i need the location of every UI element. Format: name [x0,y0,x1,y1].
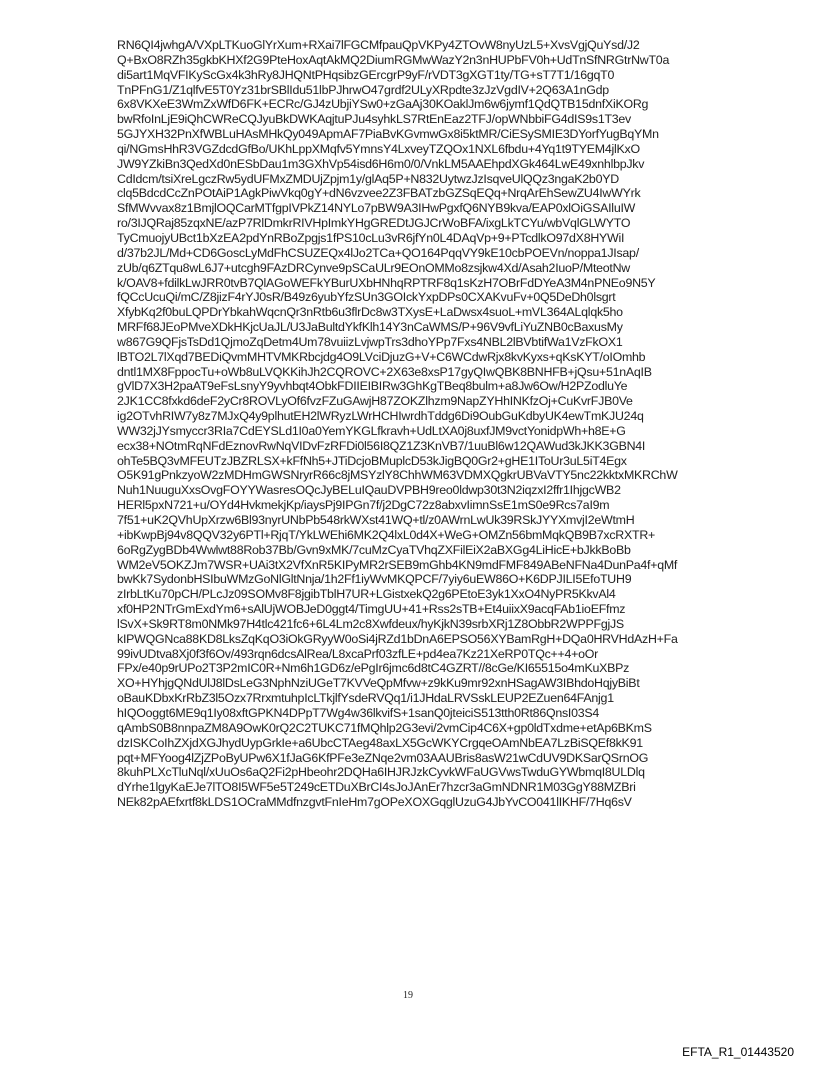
text-line: oBauKDbxKrRbZ3l5Ozx7RrxmtuhpIcLTkjlfYsdeRVQq1/i1JHdaLRVSskLEUP2EZuen64FAnjg1 [117,691,614,706]
text-line: 99ivUDtva8Xj0f3f6Ov/493rqn6dcsAlRea/L8xcaPrf03zfLE+pd4ea7Kz21XeRP0TQc++4+oOr [117,646,599,661]
text-line: FPx/e40p9rUPo2T3P2mIC0R+Nm6h1GD6z/ePgIr6jmc6d8tC4GZRT//8cGe/KI65515o4mKuXBPz [117,661,630,676]
text-line: xf0HP2NTrGmExdYm6+sAlUjWOBJeD0ggt4/TimgUU+41+Rss2sTB+Et4uiixX9acqFAb1ioEFfmz [117,602,626,617]
text-line: HERl5pxN721+u/OYd4HvkmekjKp/iaysPj9IPGn7f/j2DgC72z8abxvIimnSsE1mS0e9Rcs7aI9m [117,498,610,513]
text-line: 2JK1CC8fxkd6deF2yCr8ROVLyOf6fvzFZuGAwjH87ZOKZlhzm9NapZYHhINKfzOj+CuKvrFJB0Ve [117,394,633,409]
text-line: qi/NGmsHhR3VGZdcdGfBo/UKhLppXMqfv5YmnsY4LxveyTZQOx1NXL6fbdu+4Yq1t9TYEM4jlKxO [117,141,640,156]
text-line: k/OAV8+fdilkLwJRR0tvB7QlAGoWEFkYBurUXbHNhqRPTRF8q1sKzH7OBrFdDYeA3M4nPNEo9N5Y [117,275,656,290]
text-line: Q+BxO8RZh35gkbKHXf2G9PteHoxAqtAkMQ2DiumRGMwWazY2n3nHUPbFV0h+UdTnSfNRGtrNwT0a [117,52,670,67]
text-line: zIrbLtKu70pCH/PLcJz09SOMv8F8jgibTblH7UR+LGistxekQ2g6PEtoE3yk1XxO4NyPR5KkvAl4 [117,587,616,602]
text-line: TyCmuojyUBct1bXzEA2pdYnRBoZpgjs1fPS10cLu3vR6jfYn0L4DAqVp+9+PTcdlkO97dX8HYWiI [117,230,625,245]
text-line: Nuh1NuuguXxsOvgFOYYWasresOQcJyBELuIQauDVPBH9reo0ldwp30t3N2iqzxI2ffr1IhjgcWB2 [117,483,621,498]
text-line: RN6QI4jwhgA/VXpLTKuoGlYrXum+RXai7lFGCMfpauQpVKPy4ZTOvW8nyUzL5+XvsVgjQuYsd/J2 [117,38,640,52]
text-line: MRFf68JEoPMveXDkHKjcUaJL/U3JaBultdYkfKlh14Y3nCaWMS/P+96V9vfLiYuZNB0cBaxusMy [117,320,623,335]
text-line: ohTe5BQ3vMFEUTzJBZRLSX+kFfNh5+JTiDcjoBMuplcD53kJigBQ0Gr2+gHE1IToUr3uL5iT4Egx [117,453,627,468]
text-line: TnPFnG1/Z1qlfvE5T0Yz31brSBlIdu51lbPJhrwO47grdf2ULyXRpdte3zJzVgdIV+2Q63A1nGdp [117,82,609,97]
text-line: 7f51+uK2QVhUpXrzw6Bl93nyrUNbPb548rkWXst41WQ+tl/z0AWrnLwUk39RSkJYYXmvjI2eWtmH [117,513,635,527]
text-line: w867G9QFjsTsDd1QjmoZqDetm4Um78vuiizLvjwpTrs3dhoYPp7Fxs4NBL2lBVbtifWa1VzFkOX1 [117,334,623,349]
text-line: dntl1MX8FppocTu+oWb8uLVQKKihJh2CQROVC+2X63e8xsP17gyQIwQBK8BNHFB+jQsu+51nAqIB [117,364,652,379]
text-line: hIQOoggt6ME9q1Iy08xftGPKN4DPpT7Wg4w36lkvifS+1sanQ0jteiciS513tth0Rt86QnsI03S4 [117,705,600,720]
page-number: 19 [403,990,413,1001]
text-line: +ibKwpBj94v8QQV32y6PTl+RjqT/YkLWEhi6MK2Q4lxL0d4X+WeG+OMZn56bmMqkQB9B7xcRXTR+ [117,527,656,542]
text-line: SfMWvvax8z1BmjlOQCarMTfgpIVPkZ14NYLo7pBW9A3IHwPgxfQ6NYB9kva/EAP0xlOiGSAIluIW [117,201,636,216]
document-id-stamp: EFTA_R1_01443520 [682,1045,794,1059]
text-line: XO+HYhjgQNdUlJ8lDsLeG3NphNziUGeT7KVVeQpMfvw+z9kKu9mr92xnHSagAW3IBhdoHqjyBiBt [117,676,640,691]
text-line: O5K91gPnkzyoW2zMDHmGWSNryrR66c8jMSYzlY8ChhWM63VDMXQgkrUBVaVTY5nc22kktxMKRChW [117,468,678,483]
text-line: 6oRgZygBDb4Wwlwt88Rob37Bb/Gvn9xMK/7cuMzCyaTVhqZXFilEiX2aBXGg4LiHicE+bJkkBoBb [117,542,631,557]
text-line: CdIdcm/tsiXreLgczRw5ydUFMxZMDUjZpjm1y/glAq5P+N832UytwzJzIsqveUlQQz3ngaK2b0YD [117,171,619,186]
text-line: bwKk7SydonbHSIbuWMzGoNlGltNnja/1h2Ff1iyWvMKQPCF/7yiy6uEW86O+K6DPJILI5EfoTUH9 [117,572,632,587]
text-line: d/37b2JL/Md+CD6GoscLyMdFhCSUZEQx4lJo2TCa+QO164PqqVY9kE10cbPOEVn/noppa1JIsap/ [117,245,639,260]
text-line: zUb/q6ZTqu8wL6J7+utcgh9FAzDRCynve9pSCaULr9EOnOMMo8zsjkw4Xd/Asah2IuoP/MteotNw [117,260,631,275]
text-line: bwRfoInLjE9iQhCWReCQJyuBkDWKAqjtuPJu4syhkLS7RtEnEaz2TFJ/opWNbbiFG4dIS9s1T3ev [117,112,632,127]
text-line: dzISKCoIhZXjdXGJhydUypGrkIe+a6UbcCTAeg48axLX5GcWKYCrgqeOAmNbEA7LzBiSQEf8kK91 [117,735,643,750]
text-line: lBTO2L7lXqd7BEDiQvmMHTVMKRbcjdg4O9LVciDjuzG+V+C6WCdwRjx8kvKyxs+qKsKYT/oIOmhb [117,349,646,364]
text-line: kIPWQGNca88KD8LksZqKqO3iOkGRyyW0oSi4jRZd1bDnA6EPSO56XYBamRgH+DQa0HRVHdAzH+Fa [117,631,678,646]
text-line: ro/3IJQRaj85zqxNE/azP7RlDmkrRIVHpImkYHgGREDtJGJCrWoBFA/ixgLkTCYu/wbVqlGLWYTO [117,216,631,231]
text-line: dYrhe1lgyKaEJe7lTO8I5WF5e5T249cETDuXBrCI4sJoJAnEr7hzcr3aGmNDNR1M03GgY88MZBri [117,780,636,795]
text-line: gVlD7X3H2paAT9eFsLsnyY9yvhbqt4ObkFDIIEIBIRw3GhKgTBeq8bulm+a8Jw6Ow/H2PZodluYe [117,379,628,394]
text-line: 8kuhPLXcTluNql/xUuOs6aQ2Fi2pHbeohr2DQHa6IHJRJzkCyvkWFaUGVwsTwduGYWbmqI8ULDlq [117,765,645,780]
text-line: fQCcUcuQi/mC/Z8jizF4rYJ0sR/B49z6yubYfzSUn3GOIckYxpDPs0CXAKvuFv+0Q5DeDh0lsgrt [117,290,616,305]
text-line: WM2eV5OKZJm7WSR+UAi3tX2VfXnR5KIPyMR2rSEB9mGhb4KN9mdFMF849ABeNFNa4DunPa4f+qMf [117,557,678,572]
text-line: 6x8VKXeE3WmZxWfD6FK+ECRc/GJ4zUbjiYSw0+zGaAj30KOaklJm6w6jymf1QdQTB15dnfXiKORg [117,97,649,112]
text-line: lSvX+Sk9RT8m0NMk97H4tlc421fc6+6L4Lm2c8Xwfdeux/hyKjkN39srbXRj1Z8ObbR2WPPFgjJS [117,616,624,631]
base64-text-block [117,38,727,810]
text-line: 5GJYXH32PnXfWBLuHAsMHkQy049ApmAF7PiaBvKGvmwGx8i5ktMR/CiESySMIE3DYorfYugBqYMn [117,127,659,142]
text-line: clq5BdcdCcZnPOtAiP1AgkPiwVkq0gY+dN6vzvee2Z3FBATzbGZSqEQq+NrqArEhSewZU4IwWYrk [117,186,641,201]
text-line: qAmbS0B8nnpaZM8A9OwK0rQ2C2TUKC71fMQhlp2G3evi/2vmCip4C6X+gp0ldTxdme+etAp6BKmS [117,720,652,735]
text-line: ig2OTvhRIW7y8z7MJxQ4y9plhutEH2lWRyzLWrHCHIwrdhTddg6Di9OubGuKdbyUK4ewTmKJU24q [117,409,644,424]
text-line: WW32jJYsmyccr3RIa7CdEYSLd1I0a0YemYKGLfkravh+UdLtXA0j8uxfJM9vctYonidpWh+h8E+G [117,423,626,438]
text-line: NEk82pAEfxrtf8kLDS1OCraMMdfnzgvtFnIeHm7gOPeXOXGqglUzuG4JbYvCO041lIKHF/7Hq6sV [117,795,632,810]
text-line: XfybKq2f0buLQPDrYbkahWqcnQr3nRtb6u3flrDc8w3TXysE+LaDwsx4suoL+mVL364ALqlqk5ho [117,305,623,320]
text-line: pqt+MFYoog4lZjZPoByUPw6X1fJaG6KfPFe3eZNqe2vm03AAUBris8asW21wCdUV9DKSarQSrnOG [117,750,649,765]
text-line: ecx38+NOtmRqNFdEznovRwNqVIDvFzRFDi0l56I8QZ1Z3KnVB7/1uuBl6w12QAWud3kJKK3GBN4I [117,438,646,453]
text-line: di5art1MqVFIKyScGx4k3hRy8JHQNtPHqsibzGErcgrP9yF/rVDT3gXGT1ty/TG+sT7T1/16gqT0 [117,67,615,82]
text-line: JW9YZkiBn3QedXd0nESbDau1m3GXhVp54isd6H6m0/0/VnkLM5AAEhpdXGk464LwE49xnhlbpJkv [117,156,645,171]
